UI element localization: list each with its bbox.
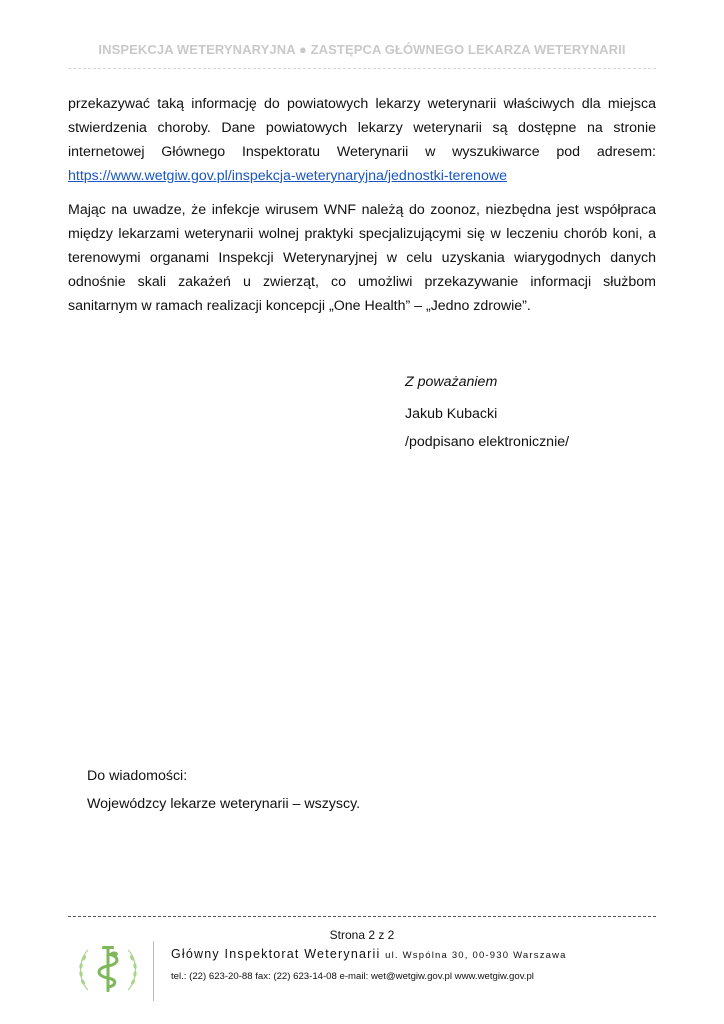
header-divider (68, 68, 656, 69)
cc-label: Do wiadomości: (87, 768, 188, 784)
cc-recipients: Wojewódzcy lekarze weterynarii – wszyscy. (87, 796, 361, 812)
paragraph-reporting (68, 92, 656, 188)
paragraph-line: przekazywać taką informację do powiatowych lekarzy weterynarii właściwych dla miejsca (68, 96, 656, 112)
page-number: Strona 2 z 2 (329, 928, 395, 942)
signer-name: Jakub Kubacki (405, 406, 498, 422)
closing-salutation: Z poważaniem (405, 374, 498, 390)
paragraph-cooperation (68, 198, 656, 318)
paragraph-line: internetowej Głównego Inspektoratu Weterynarii w wyszukiwarce pod adresem: (68, 144, 656, 160)
paragraph-line: między lekarzami weterynarii wolnej praktyki specjalizującymi się w leczeniu chorób koni, a (68, 226, 656, 242)
signature-note: /podpisano elektronicznie/ (405, 434, 570, 450)
paragraph-line: odnośnie skali zakażeń u zwierząt, co umożliwi przekazywanie informacji służbom (68, 274, 656, 290)
org-contact: tel.: (22) 623-20-88 fax: (22) 623-14-08 e-mail: wet@wetgiw.gov.pl www.wetgiw.gov.pl (171, 971, 534, 982)
footer-divider (68, 916, 656, 917)
header-title: INSPEKCJA WETERYNARYJNA ● ZASTĘPCA GŁÓWNEGO LEKARZA WETERYNARII (98, 42, 626, 57)
org-address: ul. Wspólna 30, 00-930 Warszawa (385, 950, 567, 961)
paragraph-line: Mając na uwadze, że infekcje wirusem WNF należą do zoonoz, niezbędna jest współpraca (68, 202, 656, 218)
paragraph-line: stwierdzenia choroby. Dane powiatowych lekarzy weterynarii są dostępne na stronie (68, 120, 656, 136)
veterinary-inspection-logo (74, 940, 142, 1000)
field-units-link[interactable]: https://www.wetgiw.gov.pl/inspekcja-weterynaryjna/jednostki-terenowe (68, 168, 507, 184)
footer-vertical-divider (153, 941, 154, 1001)
paragraph-line: terenowymi organami Inspekcji Weterynaryjnej w celu uzyskania wiarygodnych danych (68, 250, 656, 266)
paragraph-line: sanitarnym w ramach realizacji koncepcji „One Health” – „Jedno zdrowie”. (68, 298, 531, 314)
org-name-line (171, 947, 567, 961)
org-name: Główny Inspektorat Weterynarii (171, 947, 381, 961)
